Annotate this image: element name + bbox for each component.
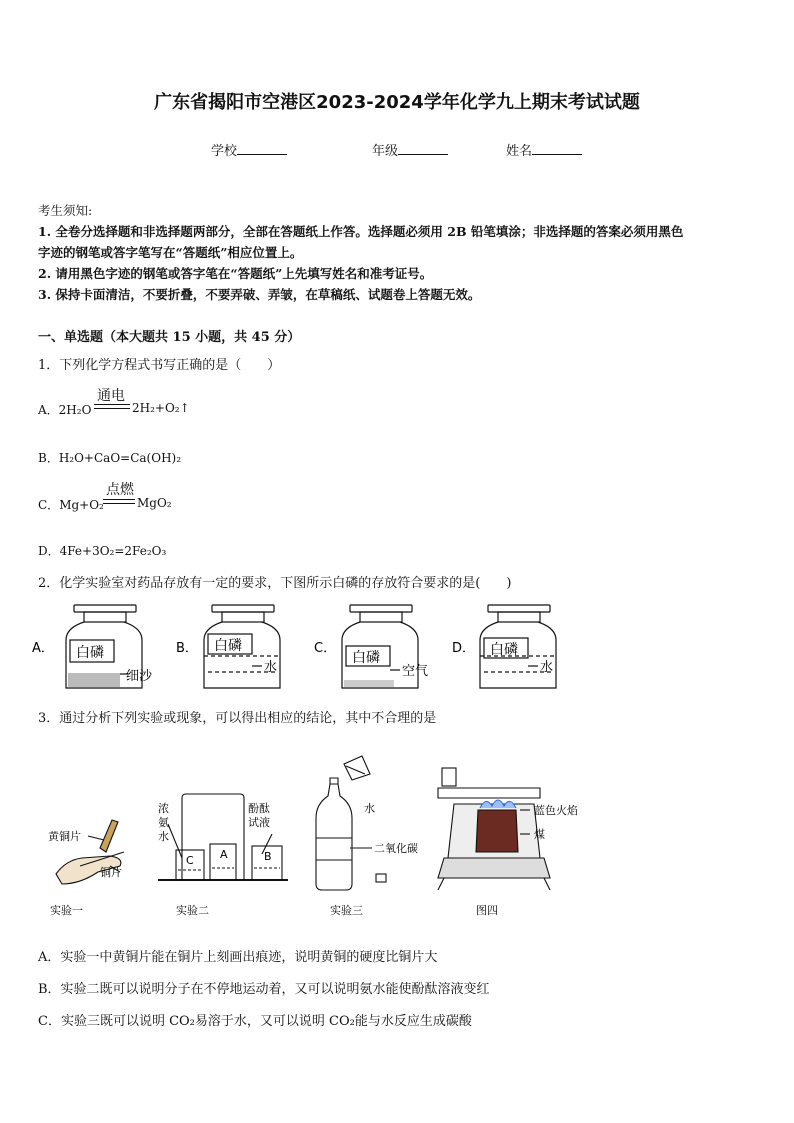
q1-option-b[interactable]: B．H₂O+CaO=Ca(OH)₂ [38, 451, 182, 465]
notice-heading: 考生须知: [38, 203, 93, 218]
q2-a-note: 细沙 [126, 669, 153, 684]
q1-c-label: C． [38, 498, 60, 512]
q2-sand-c [344, 680, 394, 687]
q2-c-bottle-label: 白磷 [352, 650, 380, 666]
q1-c-left: Mg+O₂ [59, 498, 104, 512]
q3-stem: 3．通过分析下列实验或现象，可以得出相应的结论，其中不合理的是 [38, 711, 437, 726]
q1-stem: 1．下列化学方程式书写正确的是（ ） [38, 358, 281, 373]
q2-b-bottle-label: 白磷 [214, 638, 242, 654]
q1-option-a[interactable] [38, 401, 91, 418]
q3-fig2-left-2: 氨 [158, 816, 169, 829]
q3-fig3-gas: 二氧化碳 [374, 842, 418, 855]
name-blank[interactable] [532, 142, 582, 155]
q1-a-right: 2H₂+O₂↑ [132, 401, 190, 415]
q2-c-label: C． [314, 641, 337, 656]
q1-a-label: A． [38, 403, 59, 417]
q2-b-note: 水 [264, 660, 278, 675]
q3-fig3-water: 水 [364, 802, 375, 815]
q2-a-label: A． [32, 641, 54, 656]
q3-fig2-right-1: 酚酞 [248, 802, 270, 815]
q2-stem: 2．化学实验室对药品存放有一定的要求，下图所示白磷的存放符合要求的是( ) [38, 576, 512, 591]
q3-fig4-caption: 图四 [476, 904, 498, 917]
section-heading: 一、单选题（本大题共 15 小题，共 45 分） [38, 330, 301, 345]
school-label: 学校 [211, 144, 238, 159]
name-label: 姓名 [506, 144, 533, 159]
q3-fig2-beaker-a: A [220, 848, 228, 861]
q1-c-right: MgO₂ [137, 496, 172, 510]
q1-a-left: 2H₂O [58, 403, 92, 417]
notice-item-1a: 1. 全卷分选择题和非选择题两部分，全部在答题纸上作答。选择题必须用 2B 铅笔填涂；非选择题的答案必须用黑色 [38, 224, 684, 239]
q1-option-c[interactable] [38, 496, 104, 513]
q3-option-c[interactable]: C．实验三既可以说明 CO₂易溶于水，又可以说明 CO₂能与水反应生成碳酸 [38, 1014, 472, 1029]
q3-exp3-drawing [316, 756, 386, 890]
q1-option-d[interactable]: D．4Fe+3O₂=2Fe₂O₃ [38, 544, 167, 558]
q2-c-note: 空气 [402, 664, 429, 679]
grade-field [372, 140, 448, 159]
q3-fig1-caption: 实验一 [50, 904, 83, 917]
q1-a-condition: 通电 [97, 388, 125, 404]
q3-fig2-beaker-b: B [264, 850, 272, 863]
q1-c-equals [103, 499, 135, 504]
q2-figure [30, 600, 590, 700]
q3-fig2-left-3: 水 [158, 830, 169, 843]
q2-d-bottle-label: 白磷 [490, 642, 518, 658]
q3-figure [40, 748, 600, 923]
notice-item-1b: 字迹的钢笔或答字笔写在“答题纸”相应位置上。 [38, 245, 303, 260]
q1-c-condition: 点燃 [106, 482, 134, 498]
q3-fig4-coal: 煤 [534, 828, 545, 841]
school-blank[interactable] [237, 142, 287, 155]
q2-d-note: 水 [540, 660, 554, 675]
q3-fig2-caption: 实验二 [176, 904, 209, 917]
q3-fig2-beaker-c: C [186, 854, 194, 867]
q3-fig3-caption: 实验三 [330, 904, 363, 917]
q3-fig1-label1: 黄铜片 [48, 830, 81, 843]
school-field [211, 140, 287, 159]
name-field [506, 140, 582, 159]
page-title: 广东省揭阳市空港区2023-2024学年化学九上期末考试试题 [154, 92, 640, 113]
q3-fig1-label2: 铜片 [100, 866, 122, 879]
q3-option-a[interactable]: A．实验一中黄铜片能在铜片上刻画出痕迹，说明黄铜的硬度比铜片大 [38, 950, 438, 965]
q2-sand-a [68, 673, 120, 687]
q2-a-bottle-label: 白磷 [76, 645, 104, 661]
q3-fig2-right-2: 试液 [248, 816, 270, 829]
notice-item-2: 2. 请用黑色字迹的钢笔或答字笔在“答题纸”上先填写姓名和准考证号。 [38, 266, 433, 281]
q2-b-label: B． [176, 641, 198, 656]
grade-label: 年级 [372, 144, 399, 159]
q2-d-label: D． [452, 641, 476, 656]
grade-blank[interactable] [398, 142, 448, 155]
q1-a-equals [94, 404, 130, 409]
q3-option-b[interactable]: B．实验二既可以说明分子在不停地运动着，又可以说明氨水能使酚酞溶液变红 [38, 982, 490, 997]
q3-fig4-flame: 蓝色火焰 [534, 804, 578, 817]
notice-item-3: 3. 保持卡面清洁，不要折叠，不要弄破、弄皱，在草稿纸、试题卷上答题无效。 [38, 287, 481, 302]
q3-fig2-left-1: 浓 [158, 802, 169, 815]
